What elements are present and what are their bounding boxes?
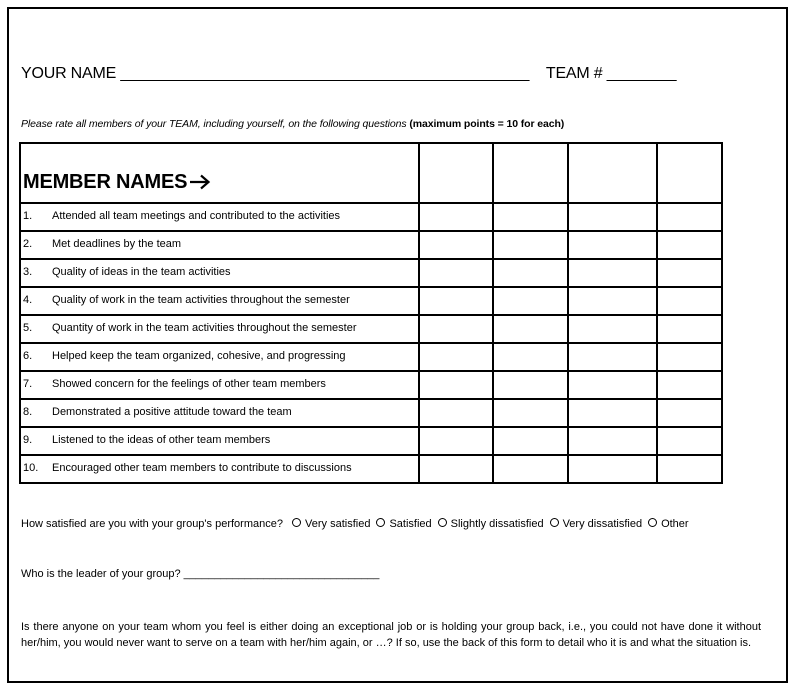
instructions [21, 118, 564, 130]
question-cell [20, 371, 419, 399]
rating-cell-1[interactable] [419, 343, 493, 371]
question-number: 3. [23, 266, 33, 278]
question-number: 6. [23, 350, 33, 362]
leader-question [21, 568, 379, 580]
rating-cell-3[interactable] [568, 287, 657, 315]
your-name-label: YOUR NAME [21, 65, 117, 82]
rating-cell-2[interactable] [493, 343, 568, 371]
radio-option-icon[interactable] [550, 518, 559, 527]
question-text: Demonstrated a positive attitude toward the team [52, 406, 292, 418]
rating-cell-3[interactable] [568, 399, 657, 427]
member-names-row [20, 143, 722, 203]
question-number: 9. [23, 434, 33, 446]
rating-cell-1[interactable] [419, 315, 493, 343]
rating-cell-1[interactable] [419, 231, 493, 259]
team-number-blank[interactable]: ________ [606, 65, 677, 82]
rating-cell-2[interactable] [493, 455, 568, 483]
table-row [20, 287, 722, 315]
rating-cell-4[interactable] [657, 455, 722, 483]
rating-cell-1[interactable] [419, 455, 493, 483]
question-number: 2. [23, 238, 33, 250]
rating-cell-4[interactable] [657, 343, 722, 371]
question-text: Encouraged other team members to contribute to discussions [52, 462, 352, 474]
question-number: 4. [23, 294, 33, 306]
instructions-max-points: (maximum points = 10 for each) [409, 118, 565, 130]
question-text: Quality of work in the team activities throughout the semester [52, 294, 350, 306]
rating-cell-2[interactable] [493, 315, 568, 343]
table-row [20, 259, 722, 287]
rating-cell-3[interactable] [568, 455, 657, 483]
rating-cell-2[interactable] [493, 231, 568, 259]
question-cell [20, 315, 419, 343]
question-text: Met deadlines by the team [52, 238, 182, 250]
rating-cell-4[interactable] [657, 259, 722, 287]
rating-cell-1[interactable] [419, 259, 493, 287]
rating-cell-3[interactable] [568, 315, 657, 343]
rating-cell-4[interactable] [657, 203, 722, 231]
rating-cell-2[interactable] [493, 371, 568, 399]
question-number: 1. [23, 210, 33, 222]
table-row [20, 315, 722, 343]
question-text: Listened to the ideas of other team members [52, 434, 271, 446]
closing-paragraph: Is there anyone on your team whom you feel is either doing an exceptional job or is holding your group back, i.e., you could not have done it without her/him, you would never want to serve on a team with her/him again, or …? If so, use the back of this form to detail who it is and what the situation is. [21, 621, 761, 649]
rating-cell-2[interactable] [493, 399, 568, 427]
rating-cell-2[interactable] [493, 287, 568, 315]
radio-option-icon[interactable] [292, 518, 301, 527]
rating-table [19, 142, 723, 484]
question-number: 5. [23, 322, 33, 334]
rating-cell-1[interactable] [419, 287, 493, 315]
satisfaction-option-label: Other [661, 518, 689, 530]
rating-cell-1[interactable] [419, 399, 493, 427]
leader-question-text: Who is the leader of your group? [21, 568, 181, 580]
satisfaction-option-label: Slightly dissatisfied [450, 518, 544, 530]
rating-cell-4[interactable] [657, 287, 722, 315]
rating-cell-1[interactable] [419, 203, 493, 231]
leader-blank[interactable]: ________________________________ [183, 568, 380, 580]
satisfaction-option-label: Very satisfied [305, 518, 371, 530]
satisfaction-question-text: How satisfied are you with your group's performance? [21, 518, 283, 530]
question-cell [20, 343, 419, 371]
question-text: Attended all team meetings and contributed to the activities [52, 210, 341, 222]
rating-cell-3[interactable] [568, 343, 657, 371]
rating-cell-1[interactable] [419, 371, 493, 399]
question-number: 8. [23, 406, 33, 418]
radio-option-icon[interactable] [648, 518, 657, 527]
question-number: 10. [23, 462, 39, 474]
rating-cell-2[interactable] [493, 427, 568, 455]
member-names-label: MEMBER NAMES [23, 171, 188, 193]
your-name-blank[interactable]: _______________________________________________ [120, 65, 530, 82]
question-text: Quality of ideas in the team activities [52, 266, 231, 278]
rating-cell-4[interactable] [657, 231, 722, 259]
member-name-cell-1[interactable] [419, 143, 493, 203]
question-text: Quantity of work in the team activities throughout the semester [52, 322, 357, 334]
satisfaction-option-label: Satisfied [389, 518, 432, 530]
rating-cell-2[interactable] [493, 259, 568, 287]
question-number: 7. [23, 378, 33, 390]
question-cell [20, 203, 419, 231]
question-text: Showed concern for the feelings of other team members [52, 378, 326, 390]
rating-cell-4[interactable] [657, 427, 722, 455]
rating-cell-1[interactable] [419, 427, 493, 455]
rating-cell-4[interactable] [657, 315, 722, 343]
rating-cell-3[interactable] [568, 203, 657, 231]
rating-cell-3[interactable] [568, 259, 657, 287]
member-names-header [20, 143, 419, 203]
question-text: Helped keep the team organized, cohesive, and progressing [52, 350, 346, 362]
radio-option-icon[interactable] [376, 518, 385, 527]
question-cell [20, 259, 419, 287]
member-name-cell-2[interactable] [493, 143, 568, 203]
radio-option-icon[interactable] [438, 518, 447, 527]
team-number-label: TEAM # [545, 65, 603, 82]
rating-cell-3[interactable] [568, 231, 657, 259]
question-cell [20, 455, 419, 483]
rating-cell-3[interactable] [568, 371, 657, 399]
table-row [20, 343, 722, 371]
table-row [20, 231, 722, 259]
table-row [20, 399, 722, 427]
question-cell [20, 231, 419, 259]
member-name-cell-4[interactable] [657, 143, 722, 203]
table-row [20, 371, 722, 399]
instructions-text: Please rate all members of your TEAM, including yourself, on the following questions [21, 118, 410, 130]
table-row [20, 203, 722, 231]
right-arrow-icon [189, 173, 211, 196]
rating-cell-4[interactable] [657, 371, 722, 399]
member-name-cell-3[interactable] [568, 143, 657, 203]
question-cell [20, 427, 419, 455]
rating-cell-2[interactable] [493, 203, 568, 231]
question-cell [20, 287, 419, 315]
table-row [20, 455, 722, 483]
question-cell [20, 399, 419, 427]
name-team-line [21, 65, 676, 83]
table-row [20, 427, 722, 455]
rating-cell-3[interactable] [568, 427, 657, 455]
satisfaction-question [21, 518, 689, 530]
rating-cell-4[interactable] [657, 399, 722, 427]
satisfaction-option-label: Very dissatisfied [562, 518, 643, 530]
